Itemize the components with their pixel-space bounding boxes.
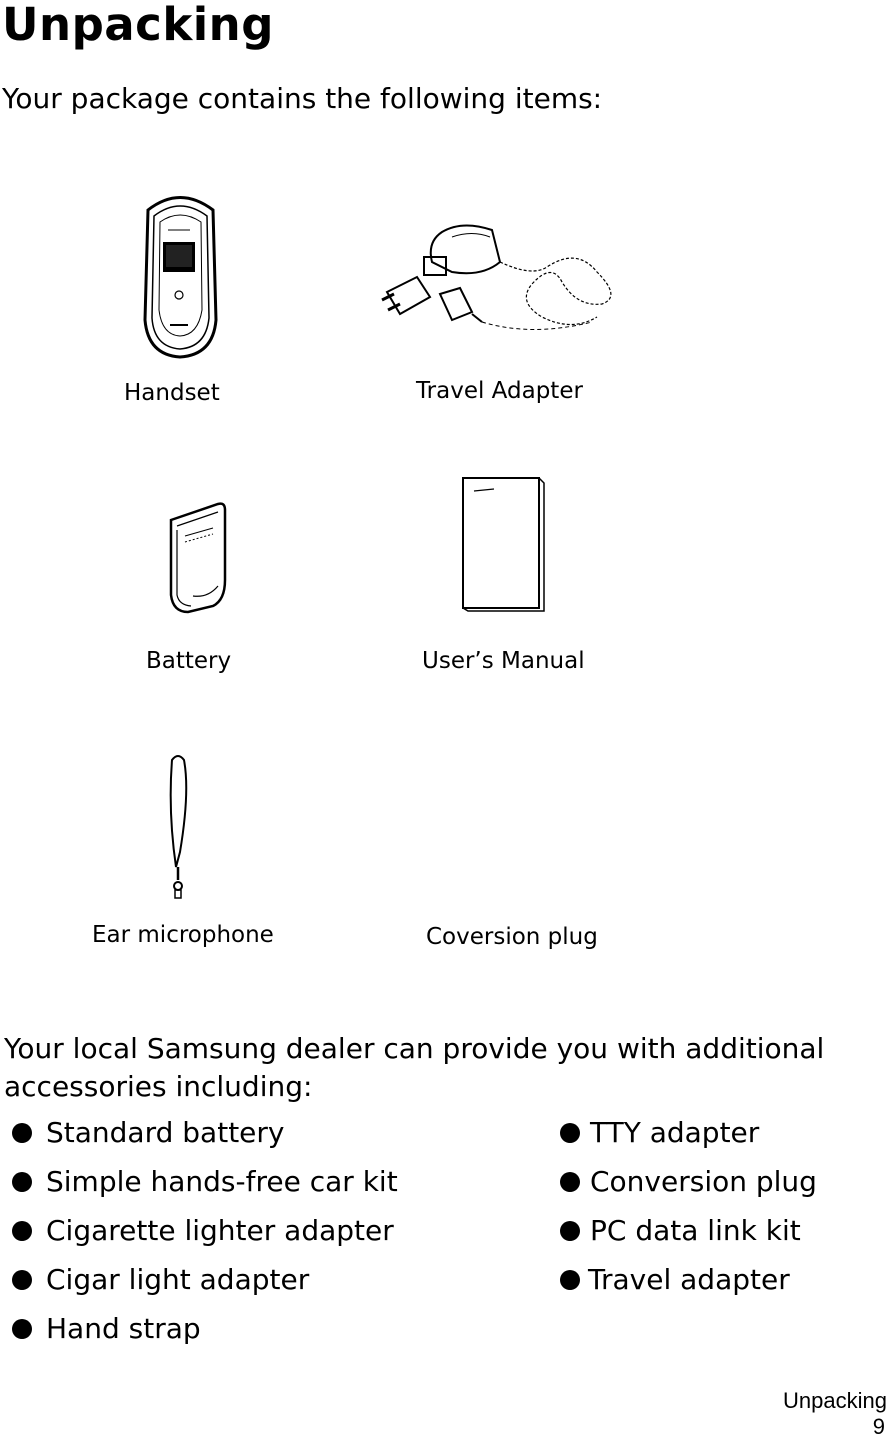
manual-icon: [460, 475, 550, 615]
footer-section-label: Unpacking: [783, 1388, 887, 1413]
accessory-item: Travel adapter: [560, 1263, 790, 1296]
item-label-handset: Handset: [124, 380, 220, 406]
accessory-item: Hand strap: [12, 1312, 201, 1345]
accessory-item: PC data link kit: [560, 1214, 801, 1247]
item-label-ear-microphone: Ear microphone: [92, 922, 274, 948]
bullet-icon: [12, 1319, 32, 1339]
item-label-users-manual: User’s Manual: [422, 648, 585, 674]
accessory-item: TTY adapter: [560, 1116, 759, 1149]
ear-microphone-icon: [160, 752, 200, 902]
item-label-conversion-plug: Coversion plug: [426, 924, 598, 950]
page-number: 9: [872, 1414, 885, 1439]
accessory-item: Conversion plug: [560, 1165, 817, 1198]
bullet-icon: [12, 1172, 32, 1192]
accessory-item: Cigar light adapter: [12, 1263, 309, 1296]
accessory-item: Cigarette lighter adapter: [12, 1214, 394, 1247]
bullet-icon: [12, 1270, 32, 1290]
bullet-icon: [12, 1221, 32, 1241]
item-label-travel-adapter: Travel Adapter: [416, 378, 583, 404]
bullet-icon: [560, 1270, 580, 1290]
item-label-battery: Battery: [146, 648, 232, 674]
bullet-icon: [560, 1221, 580, 1241]
bullet-icon: [12, 1123, 32, 1143]
bullet-icon: [560, 1123, 580, 1143]
bullet-icon: [560, 1172, 580, 1192]
handset-icon: [138, 190, 223, 360]
accessory-item: Simple hands-free car kit: [12, 1165, 398, 1198]
travel-adapter-icon: [382, 222, 632, 342]
intro-text: Your package contains the following items:: [2, 82, 603, 115]
accessory-item: Standard battery: [12, 1116, 284, 1149]
accessories-intro: Your local Samsung dealer can provide you with additional accessories including:: [4, 1032, 825, 1103]
page-title: Unpacking: [2, 0, 274, 51]
battery-icon: [163, 500, 243, 615]
